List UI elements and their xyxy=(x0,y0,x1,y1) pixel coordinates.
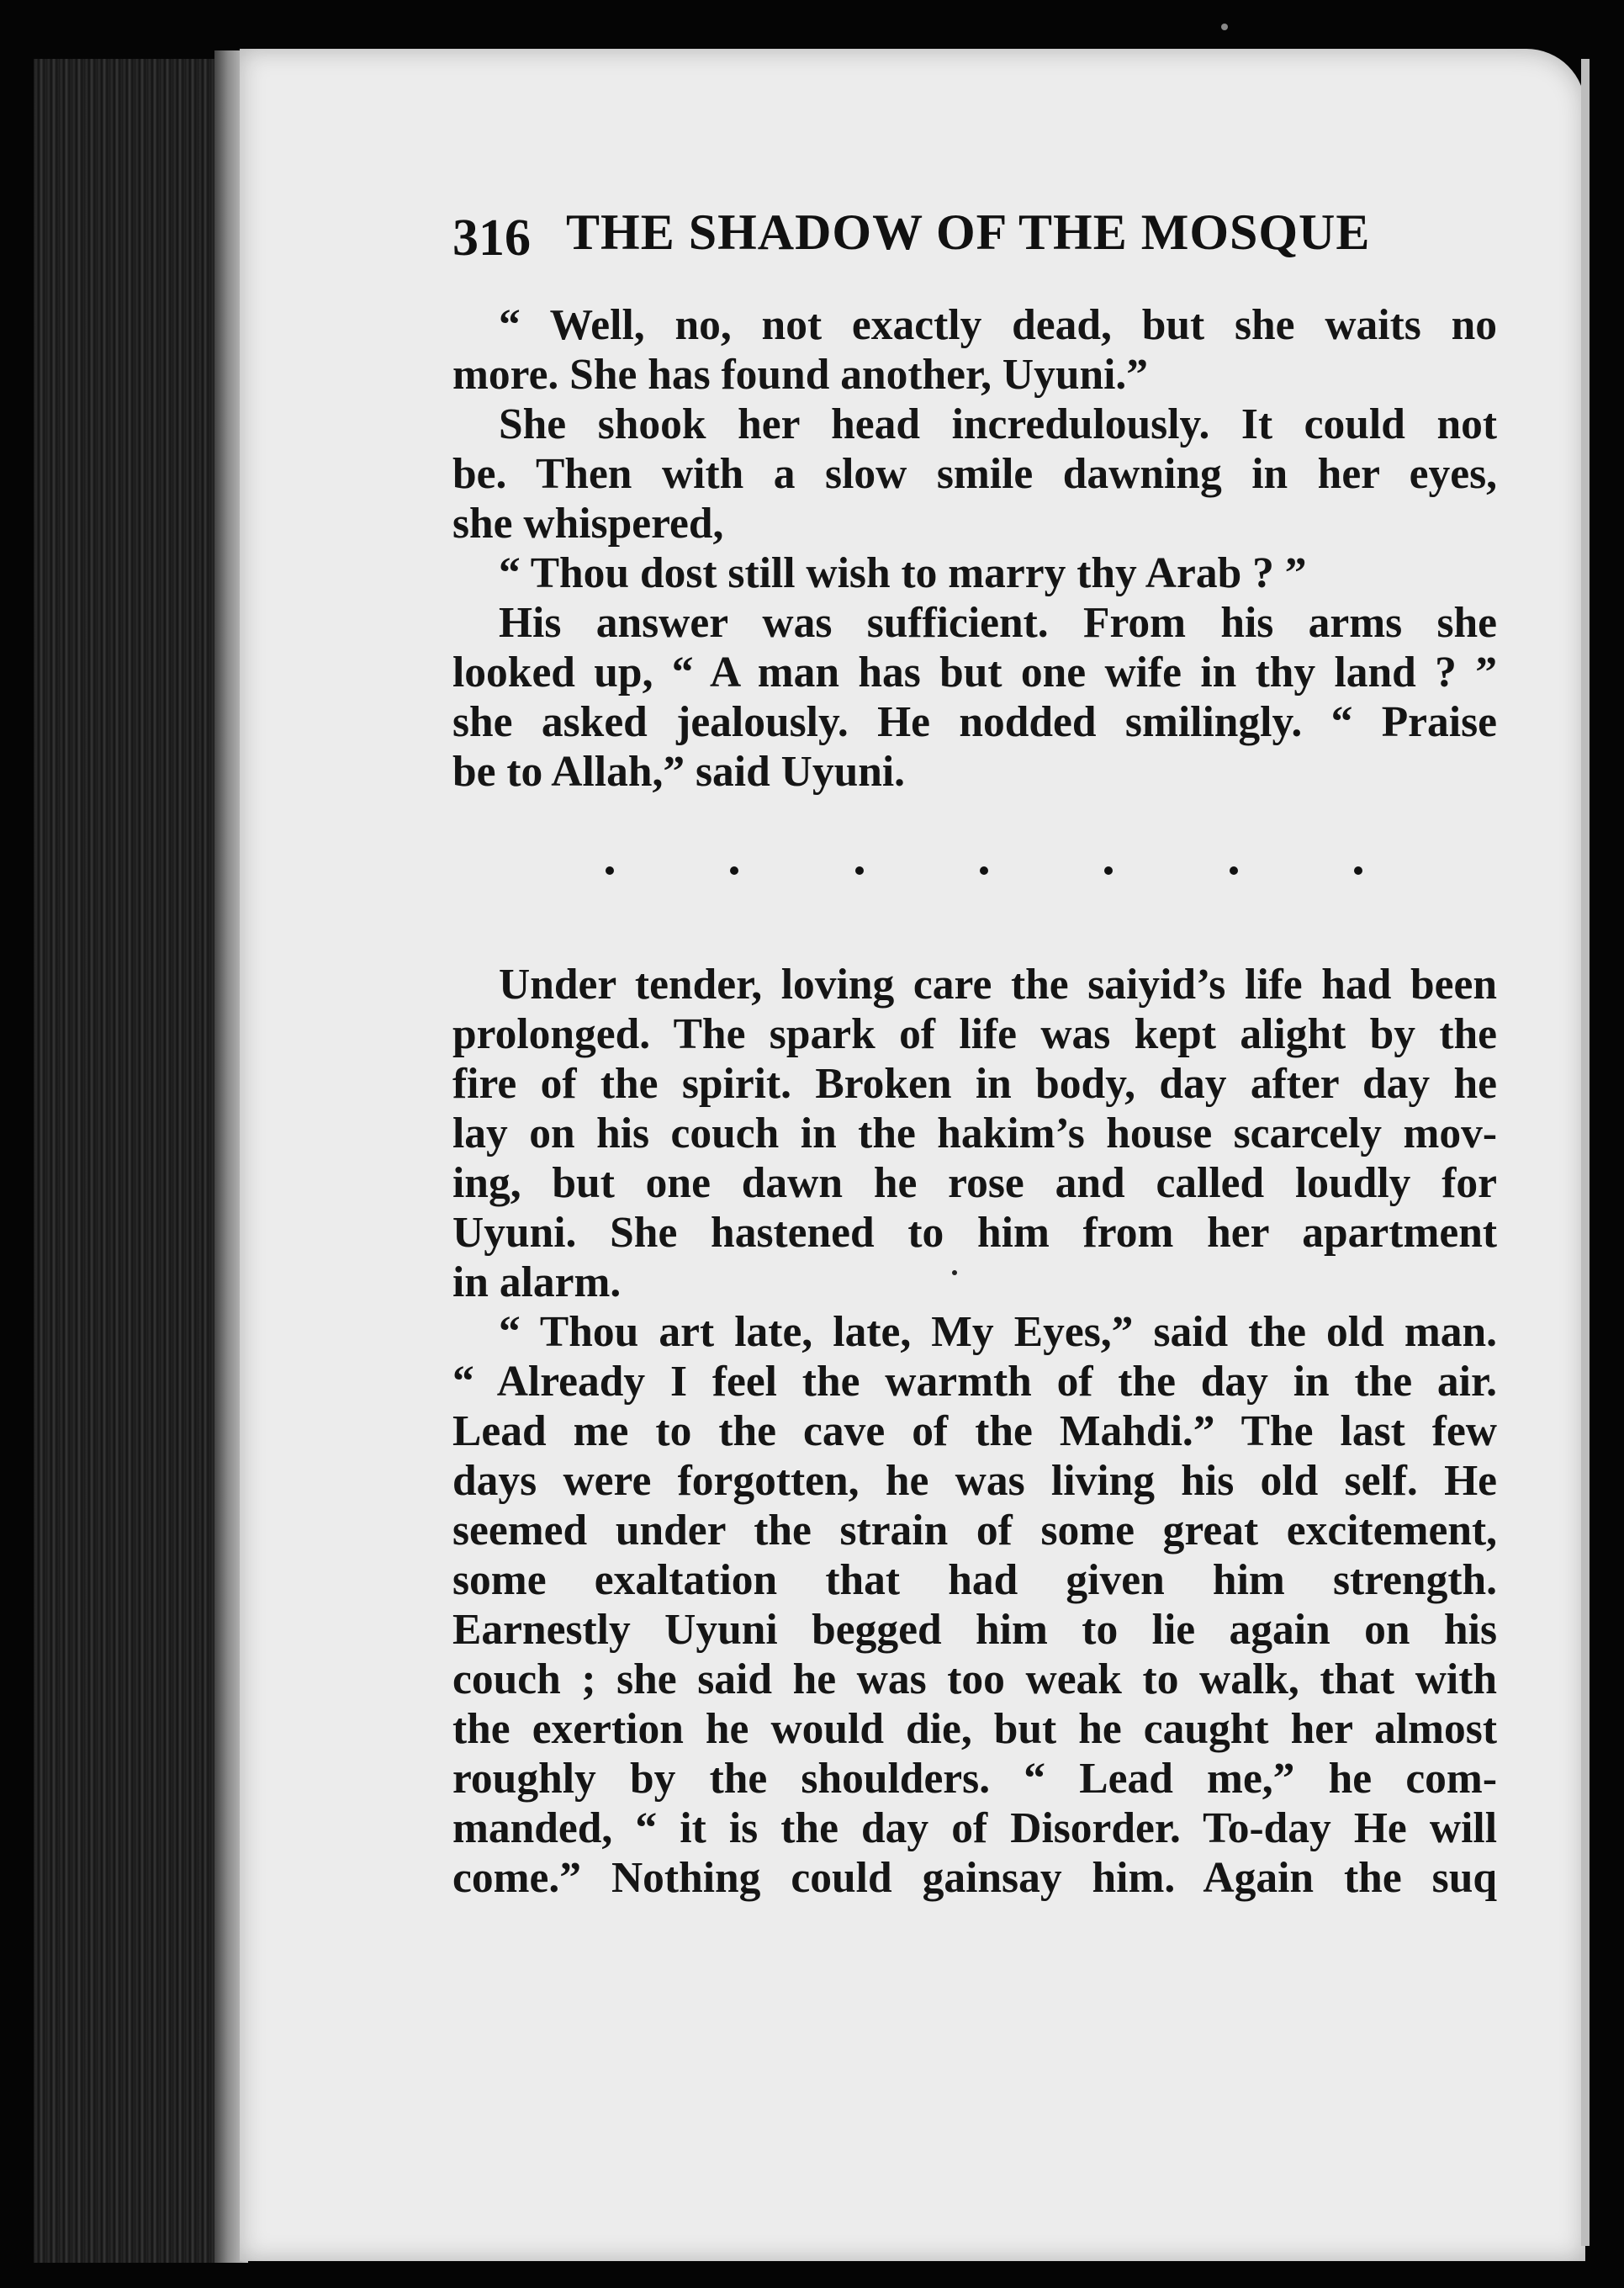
text-line: Under tender, loving care the saiyid’s life had been xyxy=(499,961,1497,1009)
text-line: “ Thou art late, late, My Eyes,” said the old man. xyxy=(499,1308,1497,1356)
text-line: Lead me to the cave of the Mahdi.” The last few xyxy=(452,1407,1497,1455)
separator-dot xyxy=(855,866,864,875)
text-line: more. She has found another, Uyuni.” xyxy=(452,351,1149,399)
page-number: 316 xyxy=(452,209,531,267)
text-line: ing, but one dawn he rose and called loudly for xyxy=(452,1159,1497,1207)
text-line: His answer was sufficient. From his arms she xyxy=(499,599,1497,647)
scan-speck xyxy=(1221,24,1228,30)
passage-1 xyxy=(452,300,1497,797)
text-line: be. Then with a slow smile dawning in her eyes, xyxy=(452,450,1497,498)
separator-dot xyxy=(606,866,614,875)
text-line: she asked jealously. He nodded smilingly. “ Praise xyxy=(452,698,1497,746)
text-line: “ Thou dost still wish to marry thy Arab ? ” xyxy=(499,549,1307,597)
text-line: be to Allah,” said Uyuni. xyxy=(452,748,906,796)
text-line: She shook her head incredulously. It could not xyxy=(499,400,1497,448)
text-line: manded, “ it is the day of Disorder. To-day He will xyxy=(452,1804,1497,1852)
section-separator xyxy=(606,854,1362,887)
book-spine-edge xyxy=(34,59,244,2263)
text-line: come.” Nothing could gainsay him. Again the suq xyxy=(452,1854,1497,1902)
separator-dot xyxy=(1104,866,1113,875)
text-line: “ Well, no, not exactly dead, but she waits no xyxy=(499,301,1497,349)
separator-dot xyxy=(980,866,988,875)
text-line: she whispered, xyxy=(452,500,724,548)
page-header xyxy=(452,202,1470,278)
text-line: roughly by the shoulders. “ Lead me,” he com- xyxy=(452,1755,1497,1803)
text-line: some exaltation that had given him strength. xyxy=(452,1556,1497,1604)
text-line: prolonged. The spark of life was kept alight by the xyxy=(452,1010,1497,1058)
separator-dot xyxy=(1230,866,1238,875)
text-line: “ Already I feel the warmth of the day in the air. xyxy=(452,1358,1497,1406)
page-right-edge xyxy=(1581,59,1590,2246)
text-line: in alarm. xyxy=(452,1258,622,1306)
text-line: the exertion he would die, but he caught her almost xyxy=(452,1705,1497,1753)
scan-speck xyxy=(952,1270,957,1275)
text-line: couch ; she said he was too weak to walk, that with xyxy=(452,1655,1497,1703)
passage-2 xyxy=(452,960,1497,1903)
separator-dot xyxy=(1354,866,1362,875)
text-line: lay on his couch in the hakim’s house scarcely mov- xyxy=(452,1110,1497,1157)
text-line: looked up, “ A man has but one wife in thy land ? ” xyxy=(452,649,1497,696)
text-line: fire of the spirit. Broken in body, day after day he xyxy=(452,1060,1497,1108)
text-line: days were forgotten, he was living his old self. He xyxy=(452,1457,1497,1505)
text-line: seemed under the strain of some great excitement, xyxy=(452,1507,1497,1554)
text-line: Earnestly Uyuni begged him to lie again on his xyxy=(452,1606,1497,1654)
separator-dot xyxy=(730,866,738,875)
text-line: Uyuni. She hastened to him from her apartment xyxy=(452,1209,1497,1257)
running-title: THE SHADOW OF THE MOSQUE xyxy=(566,204,1371,260)
